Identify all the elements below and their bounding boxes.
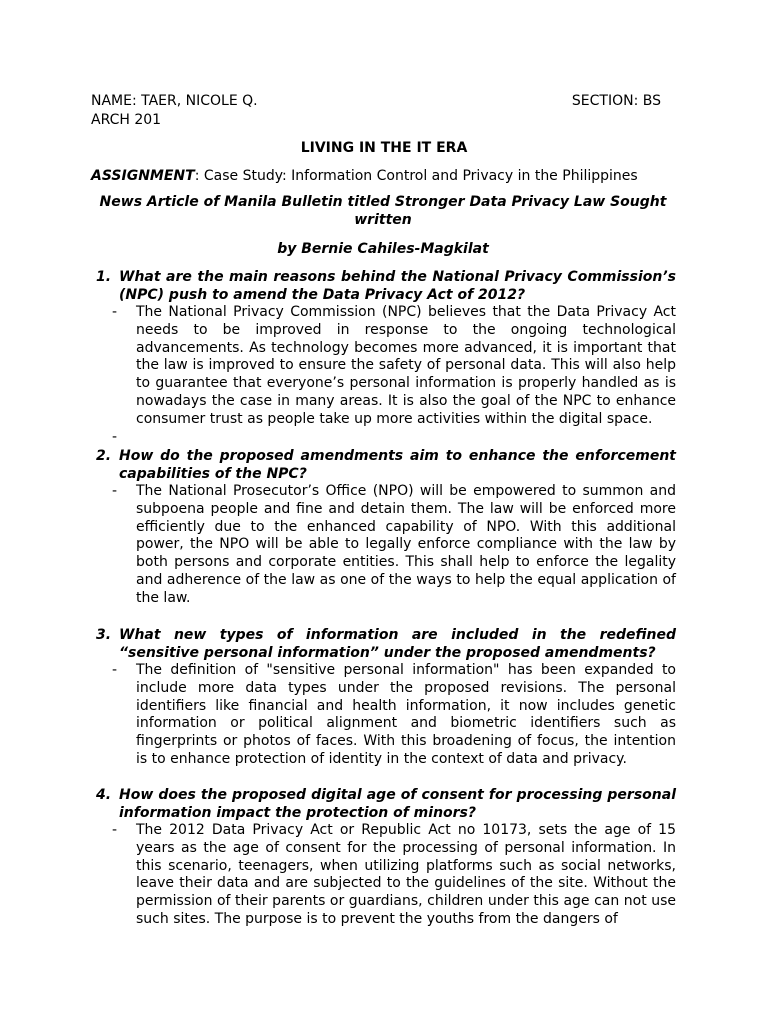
dash-marker: - (112, 304, 118, 320)
question-4 (96, 786, 676, 822)
question-number: 2. (96, 448, 112, 464)
assignment-label: ASSIGNMENT (91, 168, 195, 184)
answer-text: The 2012 Data Privacy Act or Republic Act no 10173, sets the age of 15 years as the age of consent for the processing of personal information. In this scenario, teenagers, when utilizing platforms such as social networks, leave their data and are subjected to the guidelines of the site. Without the permission of their parents or guardians, children under this age can not use such sites. The purpose is to prevent the youths from the dangers of (136, 822, 676, 927)
assignment-line (91, 166, 638, 186)
question-number: 1. (96, 269, 112, 285)
question-number: 3. (96, 627, 112, 643)
answer-4 (112, 822, 676, 929)
question-text: What new types of information are included in the redefined “sensitive personal information” under the proposed amendments? (119, 627, 676, 661)
question-3 (96, 626, 676, 662)
answer-3 (112, 662, 676, 769)
question-2 (96, 447, 676, 483)
dash-marker: - (112, 483, 118, 499)
question-1 (96, 268, 676, 304)
page-title: LIVING IN THE IT ERA (300, 140, 468, 156)
question-number: 4. (96, 787, 112, 803)
answer-text: The National Prosecutor’s Office (NPO) will be empowered to summon and subpoena people and fine and detain them. The law will be enforced more efficiently due to the enhanced capability of NPO. With this additional power, the NPO will be able to legally enforce compliance with the law by both persons and corporate entities. This shall help to enforce the legality and adherence of the law as one of the ways to help the equal application of the law. (136, 483, 676, 606)
question-text: How do the proposed amendments aim to enhance the enforcement capabilities of the NPC? (119, 448, 676, 482)
article-byline: by Bernie Cahiles-Magkilat (277, 241, 489, 257)
article-title: News Article of Manila Bulletin titled Stronger Data Privacy Law Sought written (99, 194, 667, 228)
dash-marker: - (112, 822, 118, 838)
assignment-text: : Case Study: Information Control and Privacy in the Philippines (194, 168, 638, 184)
answer-1 (112, 304, 676, 429)
student-name: NAME: TAER, NICOLE Q. (91, 93, 258, 109)
question-text: What are the main reasons behind the National Privacy Commission’s (NPC) push to amend the Data Privacy Act of 2012? (119, 269, 676, 303)
student-course: ARCH 201 (91, 112, 162, 128)
answer-2 (112, 483, 676, 608)
header-row (91, 91, 661, 111)
question-text: How does the proposed digital age of consent for processing personal information impact the protection of minors? (119, 787, 676, 821)
dash-marker: - (112, 662, 118, 678)
answer-text: The National Privacy Commission (NPC) believes that the Data Privacy Act needs to be improved in response to the ongoing technological advancements. As technology becomes more advanced, it is important that the law is improved to ensure the safety of personal data. This will also help to guarantee that everyone’s personal information is properly handled as is nowadays the case in many areas. It is also the goal of the NPC to enhance consumer trust as people take up more activities within the digital space. (136, 304, 676, 427)
dash-marker: - (112, 429, 118, 445)
answer-text: The definition of "sensitive personal information" has been expanded to include more data types under the proposed revisions. The personal identifiers like financial and health information, it now includes genetic information or political alignment and biometric identifiers such as fingerprints or photos of faces. With this broadening of focus, the intention is to enhance protection of identity in the context of data and privacy. (136, 662, 676, 767)
student-section: SECTION: BS (571, 93, 661, 109)
